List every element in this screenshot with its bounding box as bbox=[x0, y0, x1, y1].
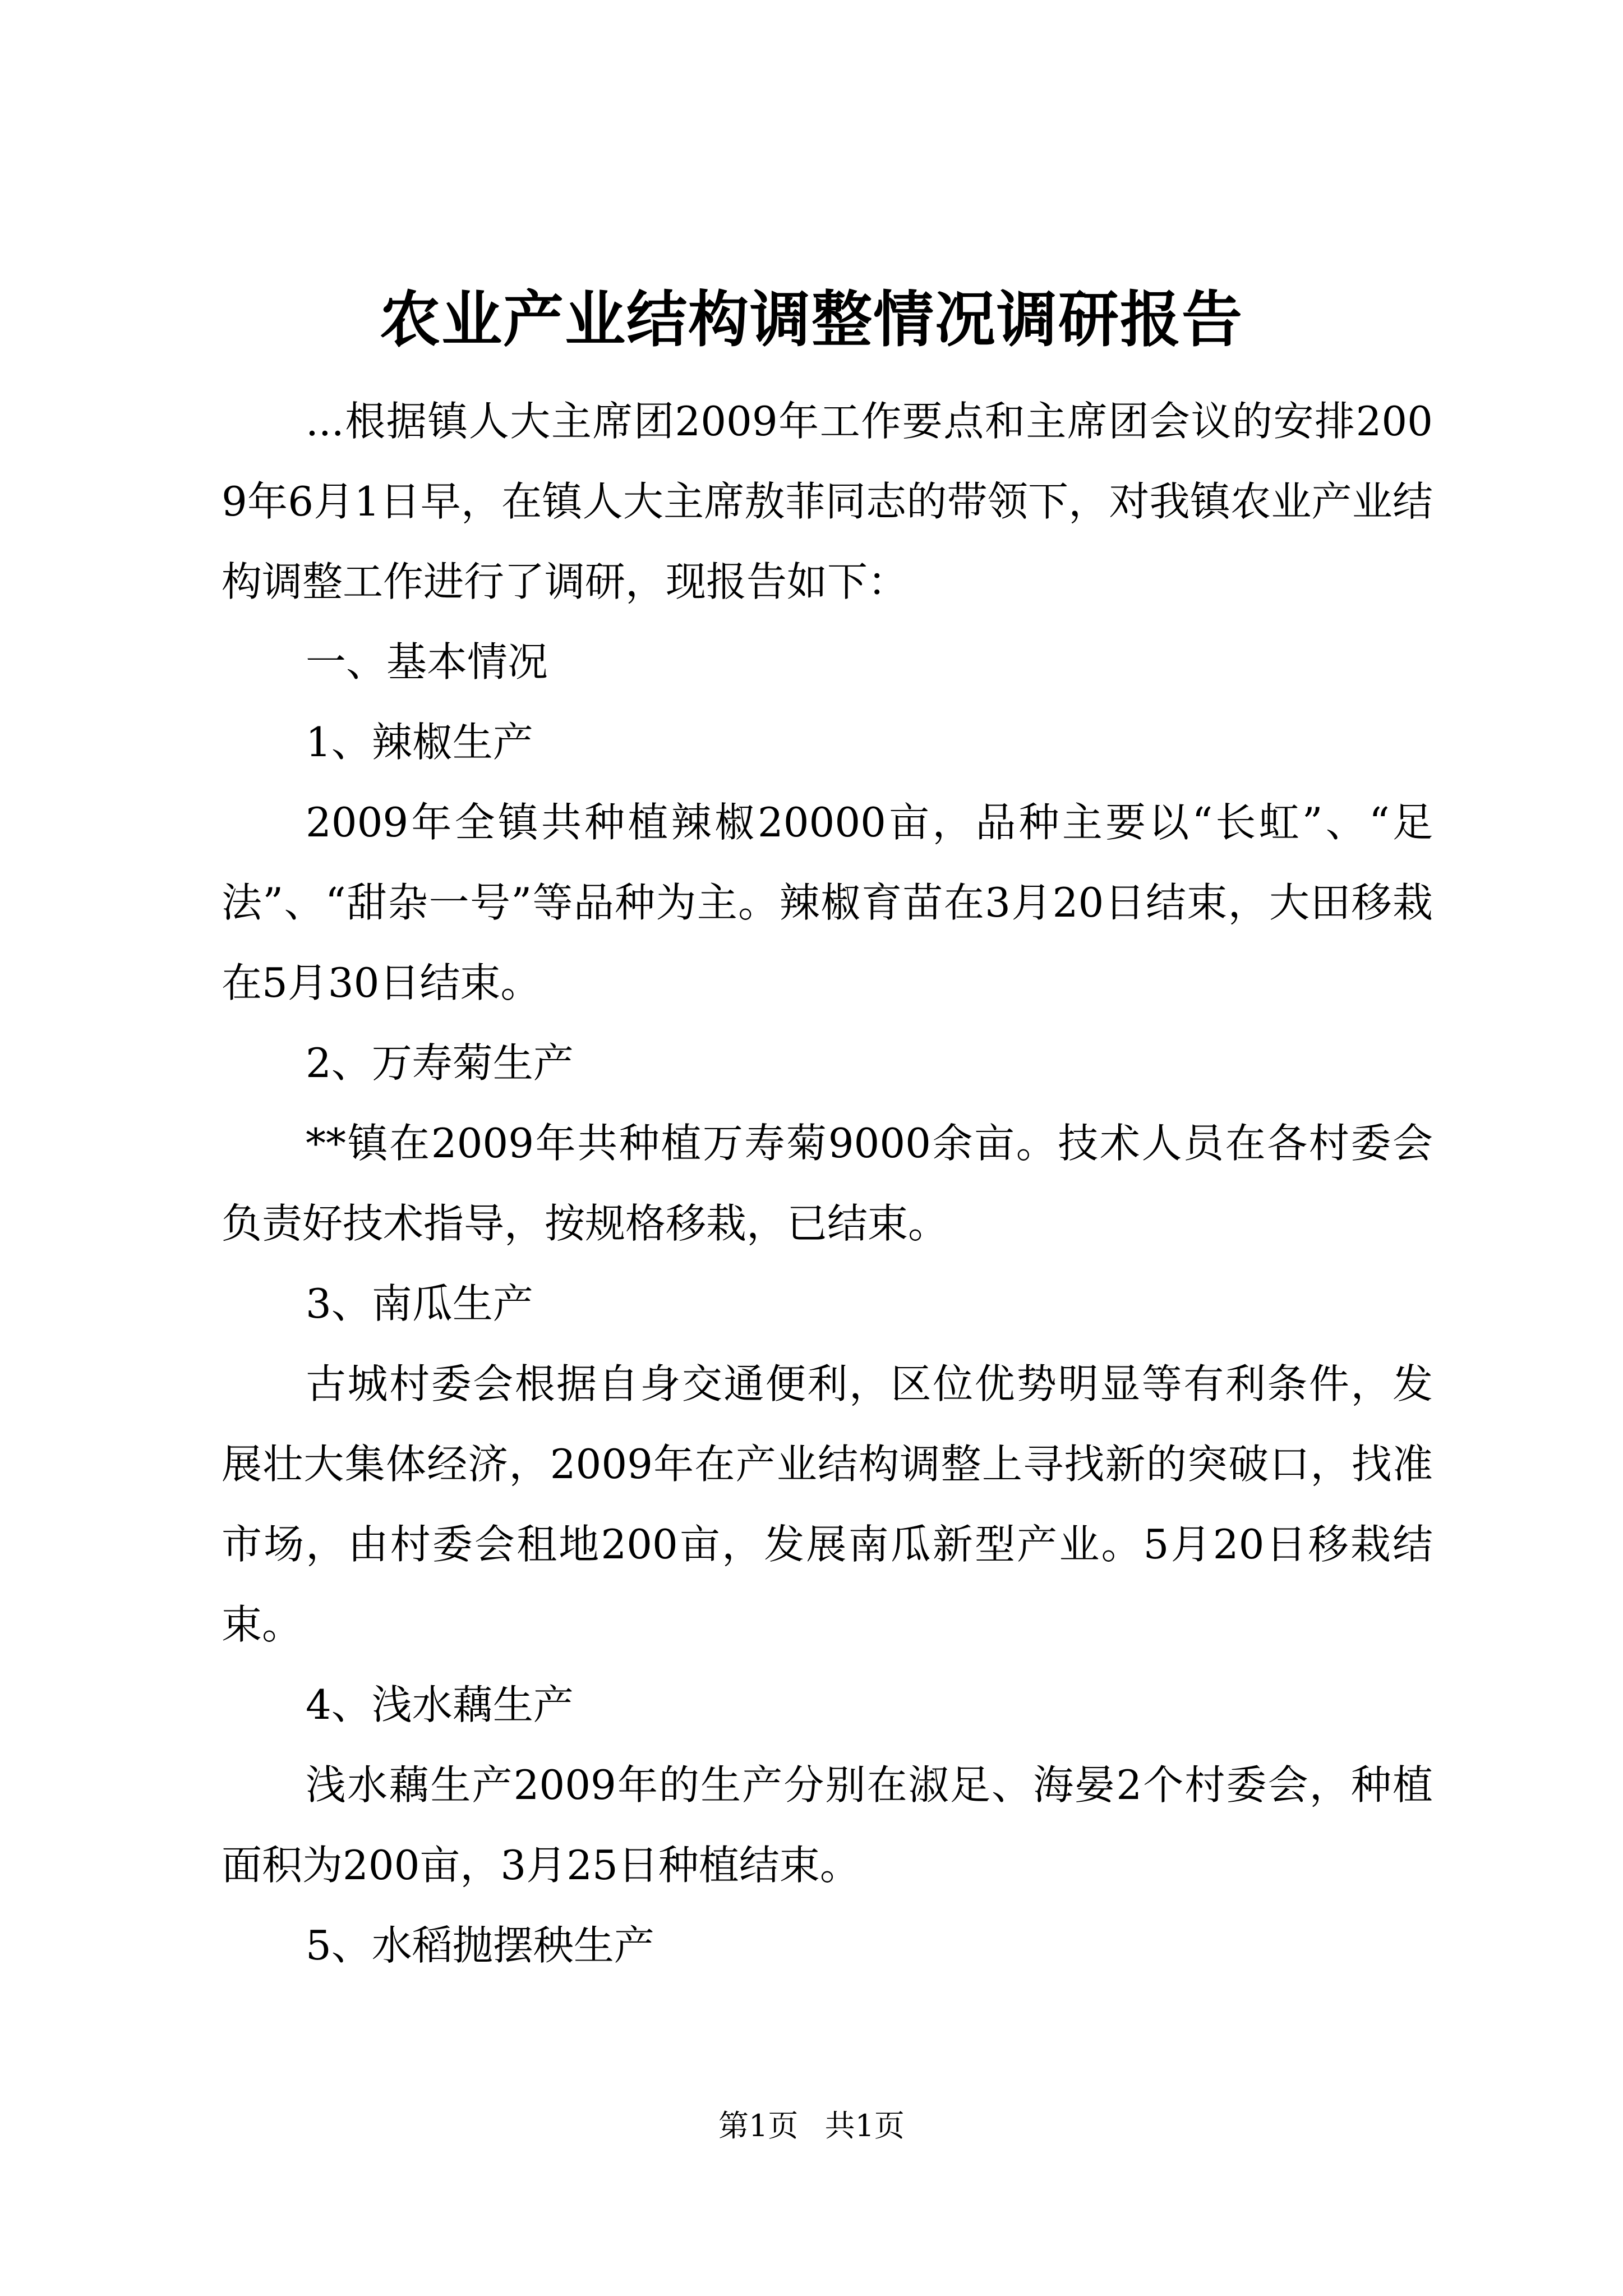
intro-paragraph: ...根据镇人大主席团2009年工作要点和主席团会议的安排2009年6月1日早，在镇人大主席敖菲同志的带领下，对我镇农业产业结构调整工作进行了调研，现报告如下： bbox=[222, 398, 1433, 605]
section-heading-basic-situation: 一、基本情况 bbox=[306, 638, 548, 685]
subsection-heading-marigold: 2、万寿菊生产 bbox=[306, 1039, 574, 1087]
document-title: 农业产业结构调整情况调研报告 bbox=[379, 284, 1243, 355]
page-number-total: 共1页 bbox=[824, 2108, 905, 2143]
subsection-heading-pumpkin: 3、南瓜生产 bbox=[306, 1280, 533, 1327]
subsection-heading-rice: 5、水稻抛摆秧生产 bbox=[306, 1922, 654, 1969]
subsection-heading-pepper: 1、辣椒生产 bbox=[306, 719, 533, 766]
marigold-paragraph: **镇在2009年共种植万寿菊9000余亩。技术人员在各村委会负责好技术指导，按规格移栽，已结束。 bbox=[222, 1120, 1433, 1247]
pepper-paragraph: 2009年全镇共种植辣椒20000亩，品种主要以“长虹”、“足法”、“甜杂一号”等品种为主。辣椒育苗在3月20日结束，大田移栽在5月30日结束。 bbox=[222, 799, 1433, 1006]
page-footer bbox=[0, 2106, 1623, 2146]
lotus-root-paragraph: 浅水藕生产2009年的生产分别在淑足、海晏2个村委会，种植面积为200亩，3月25日种植结束。 bbox=[222, 1761, 1433, 1889]
pumpkin-paragraph: 古城村委会根据自身交通便利，区位优势明显等有利条件，发展壮大集体经济，2009年在产业结构调整上寻找新的突破口，找准市场，由村委会租地200亩，发展南瓜新型产业。5月20日移栽结束。 bbox=[222, 1360, 1433, 1648]
page-number-current: 第1页 bbox=[718, 2108, 799, 2143]
subsection-heading-lotus-root: 4、浅水藕生产 bbox=[306, 1681, 574, 1728]
document-body bbox=[222, 381, 1433, 1986]
